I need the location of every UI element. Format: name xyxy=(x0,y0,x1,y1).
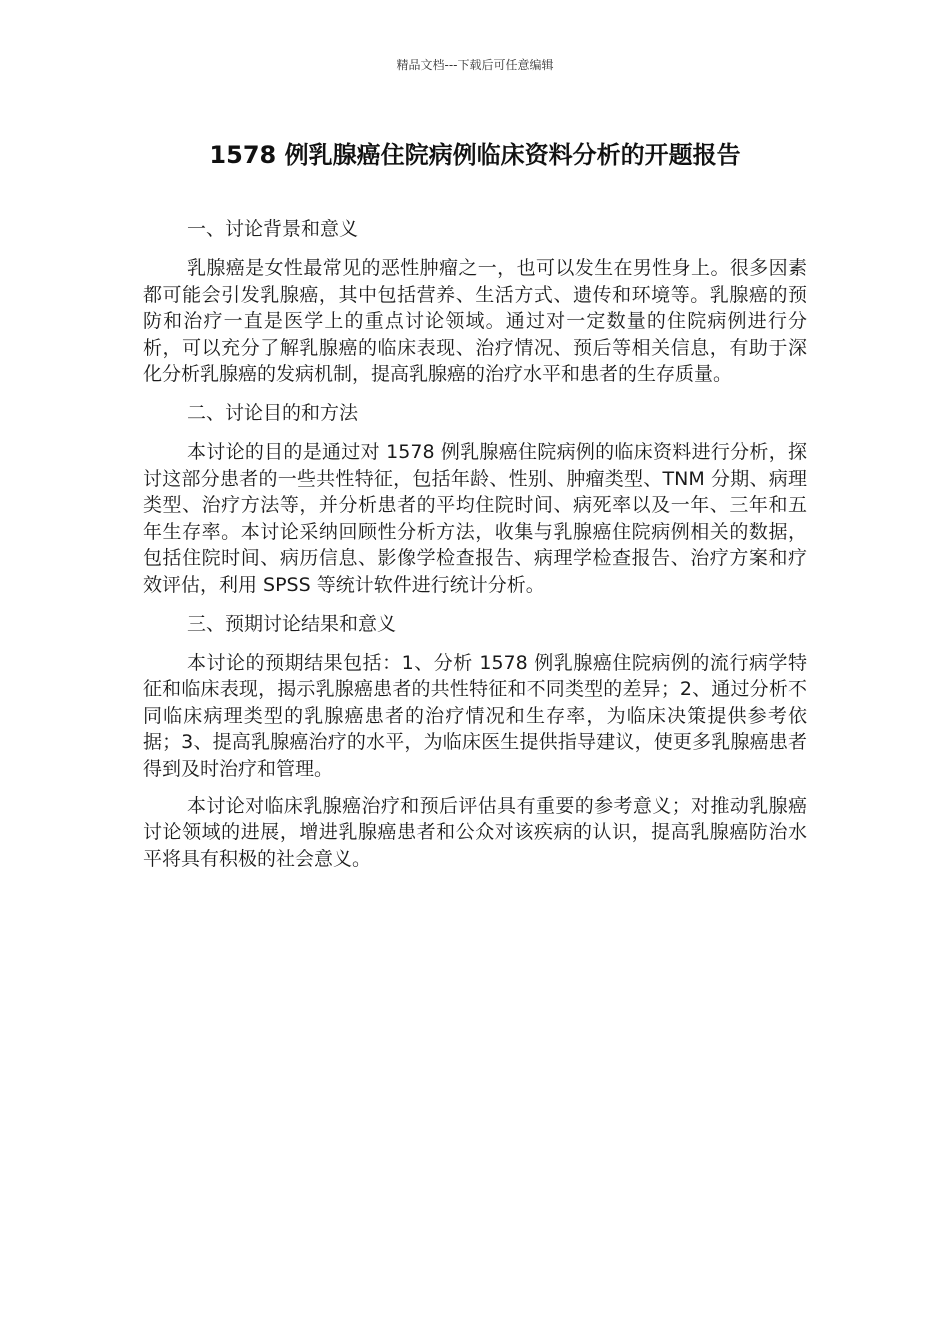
paragraph-expected-results: 本讨论的预期结果包括：1、分析 1578 例乳腺癌住院病例的流行病学特征和临床表现，揭示乳腺癌患者的共性特征和不同类型的差异；2、通过分析不同临床病理类型的乳腺癌患者的治疗情况和生存率，为临床决策提供参考依据；3、提高乳腺癌治疗的水平，为临床医生提供指导建议，使更多乳腺癌患者得到及时治疗和管理。 xyxy=(143,651,807,780)
document-body xyxy=(143,214,807,882)
paragraph-background: 乳腺癌是女性最常见的恶性肿瘤之一，也可以发生在男性身上。很多因素都可能会引发乳腺癌，其中包括营养、生活方式、遗传和环境等。乳腺癌的预防和治疗一直是医学上的重点讨论领域。通过对一定数量的住院病例进行分析，可以充分了解乳腺癌的临床表现、治疗情况、预后等相关信息，有助于深化分析乳腺癌的发病机制，提高乳腺癌的治疗水平和患者的生存质量。 xyxy=(143,257,807,386)
page-header-watermark: 精品文档---下载后可任意编辑 xyxy=(396,58,554,72)
section-heading-background: 一、讨论背景和意义 xyxy=(187,218,359,240)
section-heading-expected-results: 三、预期讨论结果和意义 xyxy=(187,612,397,635)
document-title: 1578 例乳腺癌住院病例临床资料分析的开题报告 xyxy=(209,141,741,169)
paragraph-significance: 本讨论对临床乳腺癌治疗和预后评估具有重要的参考意义；对推动乳腺癌讨论领域的进展，增进乳腺癌患者和公众对该疾病的认识，提高乳腺癌防治水平将具有积极的社会意义。 xyxy=(143,794,807,870)
section-heading-purpose-methods: 二、讨论目的和方法 xyxy=(187,401,359,424)
paragraph-purpose-methods: 本讨论的目的是通过对 1578 例乳腺癌住院病例的临床资料进行分析，探讨这部分患者的一些共性特征，包括年龄、性别、肿瘤类型、TNM 分期、病理类型、治疗方法等，并分析患者的平均住院时间、病死率以及一年、三年和五年生存率。本讨论采纳回顾性分析方法，收集与乳腺癌住院病例相关的数据，包括住院时间、病历信息、影像学检查报告、病理学检查报告、治疗方案和疗效评估，利用 SPSS 等统计软件进行统计分析。 xyxy=(143,440,807,596)
